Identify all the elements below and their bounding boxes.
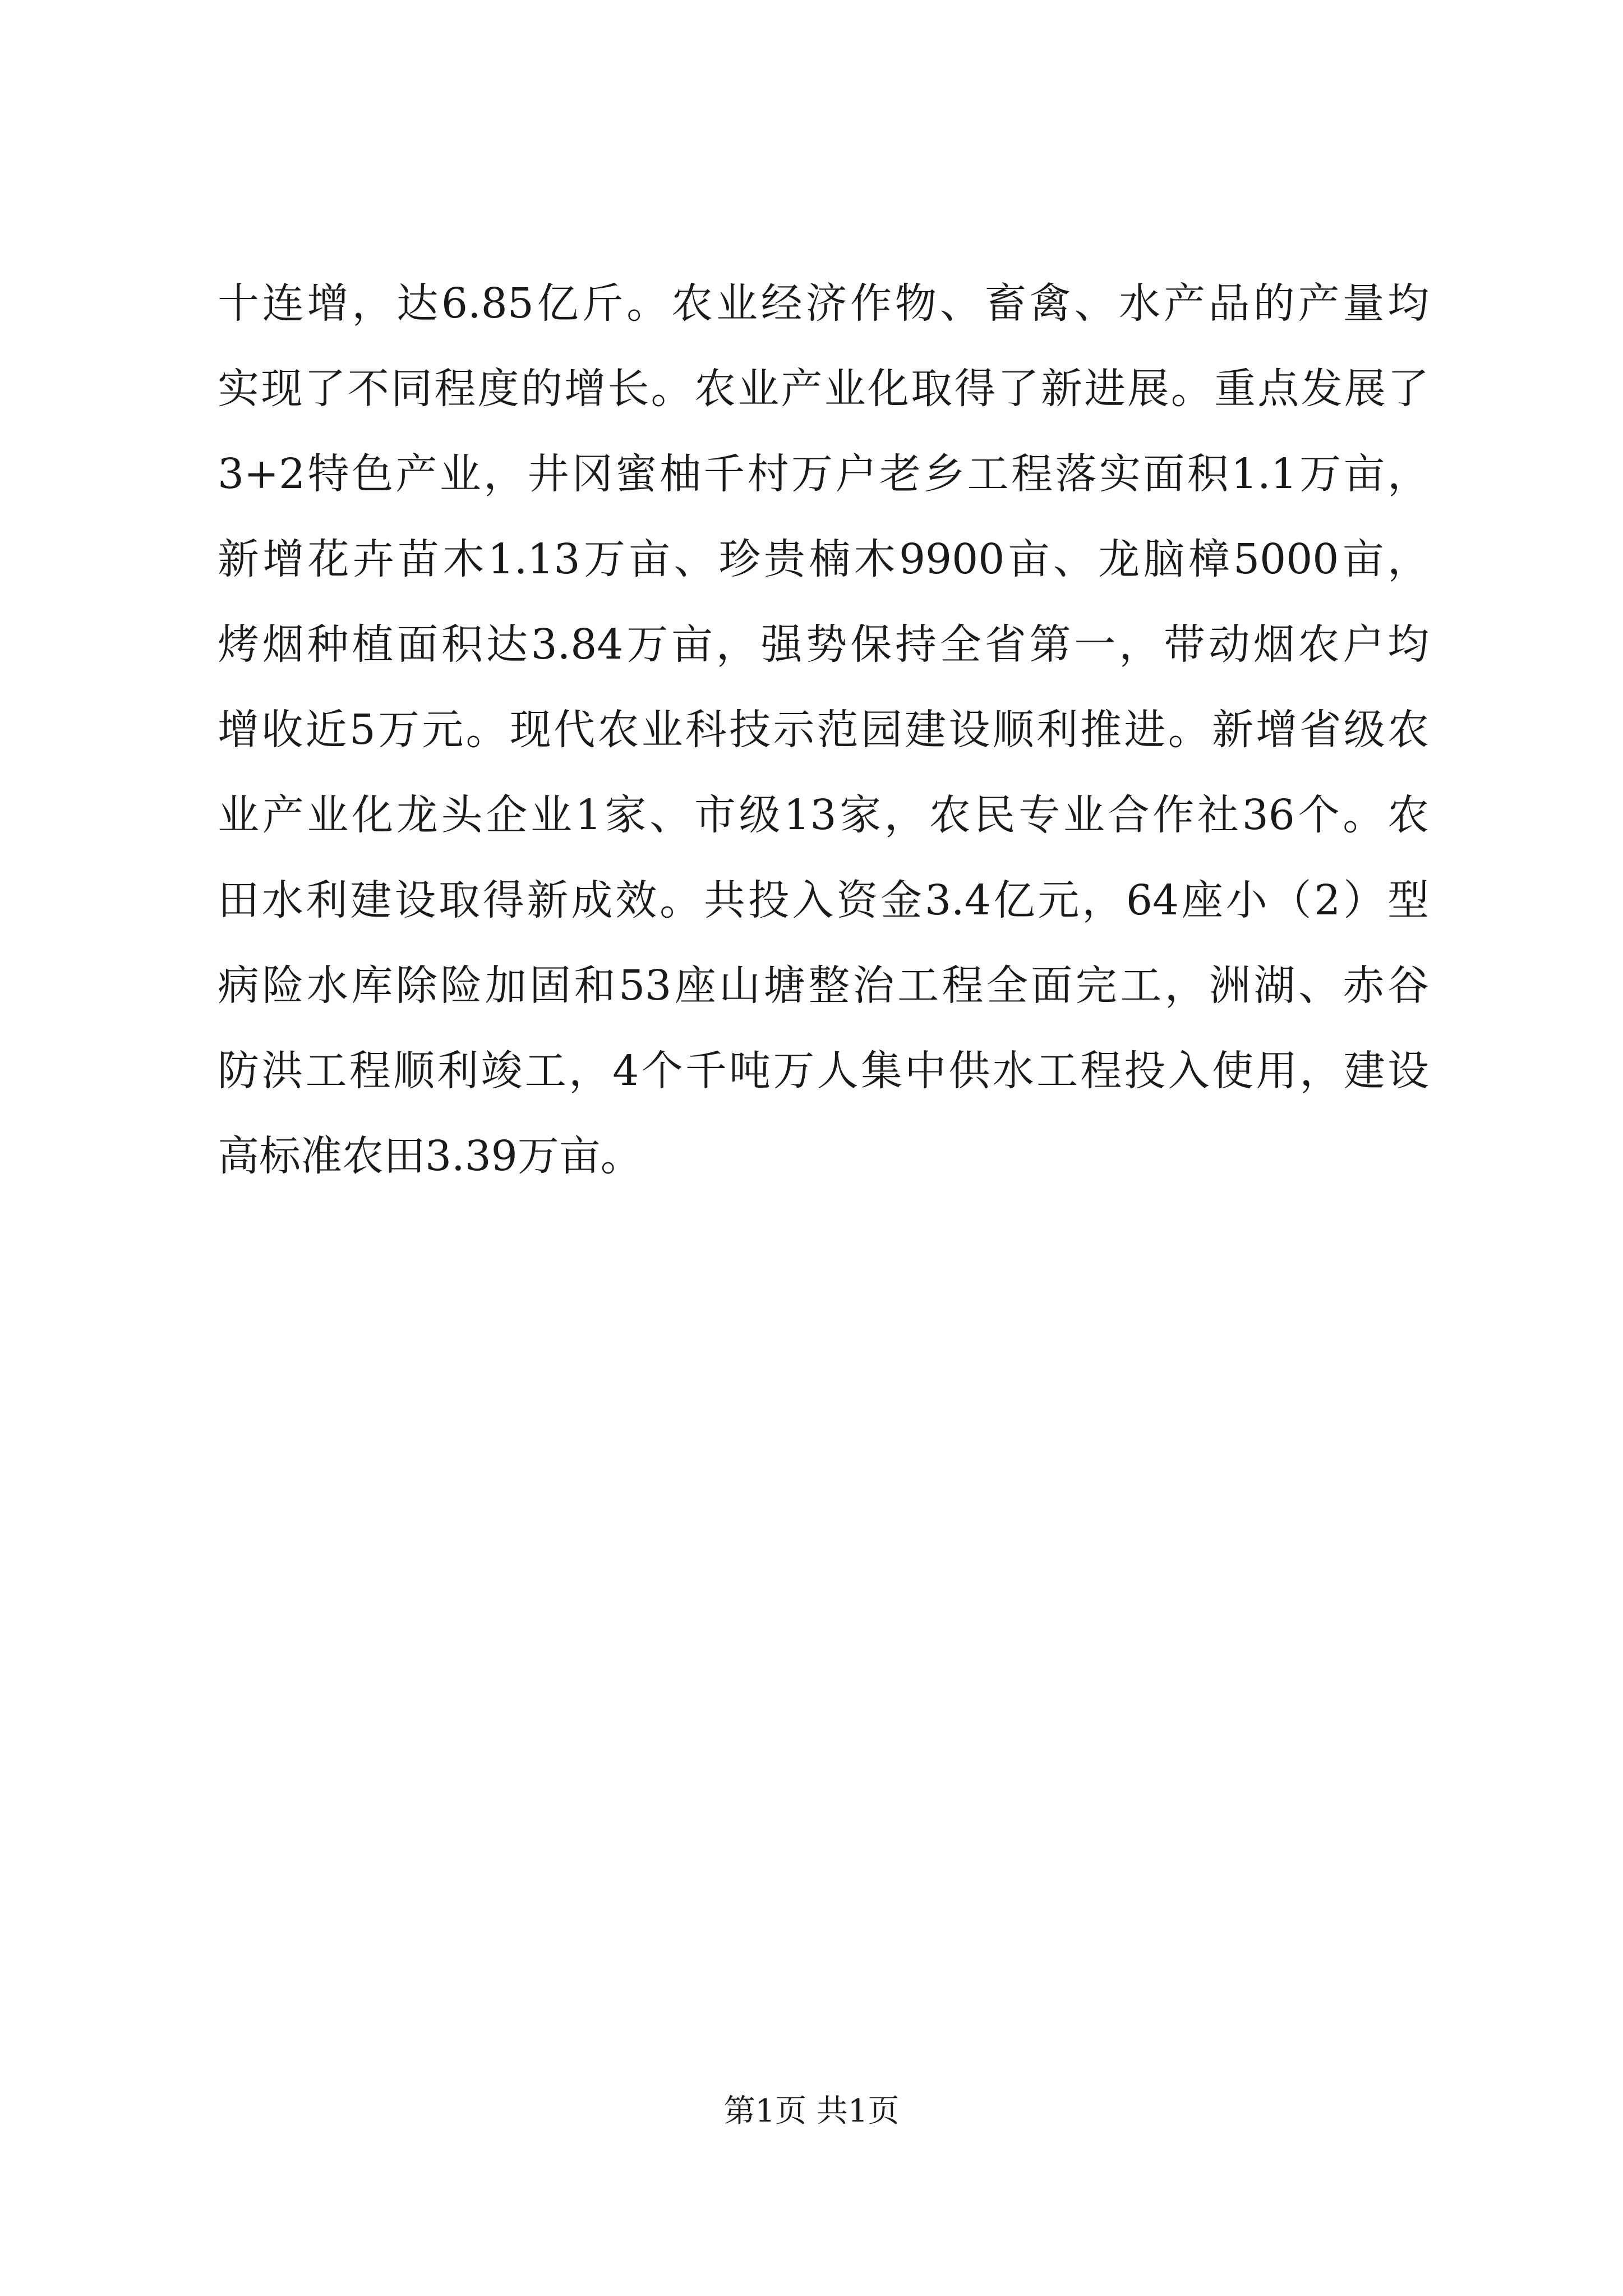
text-line-3: 3+2特色产业，井冈蜜柚千村万户老乡工程落实面积1.1万亩， <box>218 450 1429 498</box>
text-line-6: 增收近5万元。现代农业科技示范园建设顺利推进。新增省级农 <box>218 706 1429 754</box>
text-line-7: 业产业化龙头企业1家、市级13家，农民专业合作社36个。农 <box>218 791 1429 839</box>
text-line-2: 实现了不同程度的增长。农业产业化取得了新进展。重点发展了 <box>218 365 1429 413</box>
text-line-4: 新增花卉苗木1.13万亩、珍贵楠木9900亩、龙脑樟5000亩， <box>218 535 1429 583</box>
text-line-11: 高标准农田3.39万亩。 <box>218 1132 642 1180</box>
text-line-8: 田水利建设取得新成效。共投入资金3.4亿元，64座小（2）型 <box>218 876 1429 924</box>
text-line-5: 烤烟种植面积达3.84万亩，强势保持全省第一，带动烟农户均 <box>218 620 1429 669</box>
text-line-10: 防洪工程顺利竣工，4个千吨万人集中供水工程投入使用，建设 <box>218 1047 1429 1095</box>
page-footer: 第1页 共1页 <box>723 2093 900 2129</box>
text-line-9: 病险水库除险加固和53座山塘整治工程全面完工，洲湖、赤谷 <box>218 961 1429 1010</box>
body-paragraph <box>218 261 1429 1199</box>
text-line-1: 十连增，达6.85亿斤。农业经济作物、畜禽、水产品的产量均 <box>218 279 1429 328</box>
